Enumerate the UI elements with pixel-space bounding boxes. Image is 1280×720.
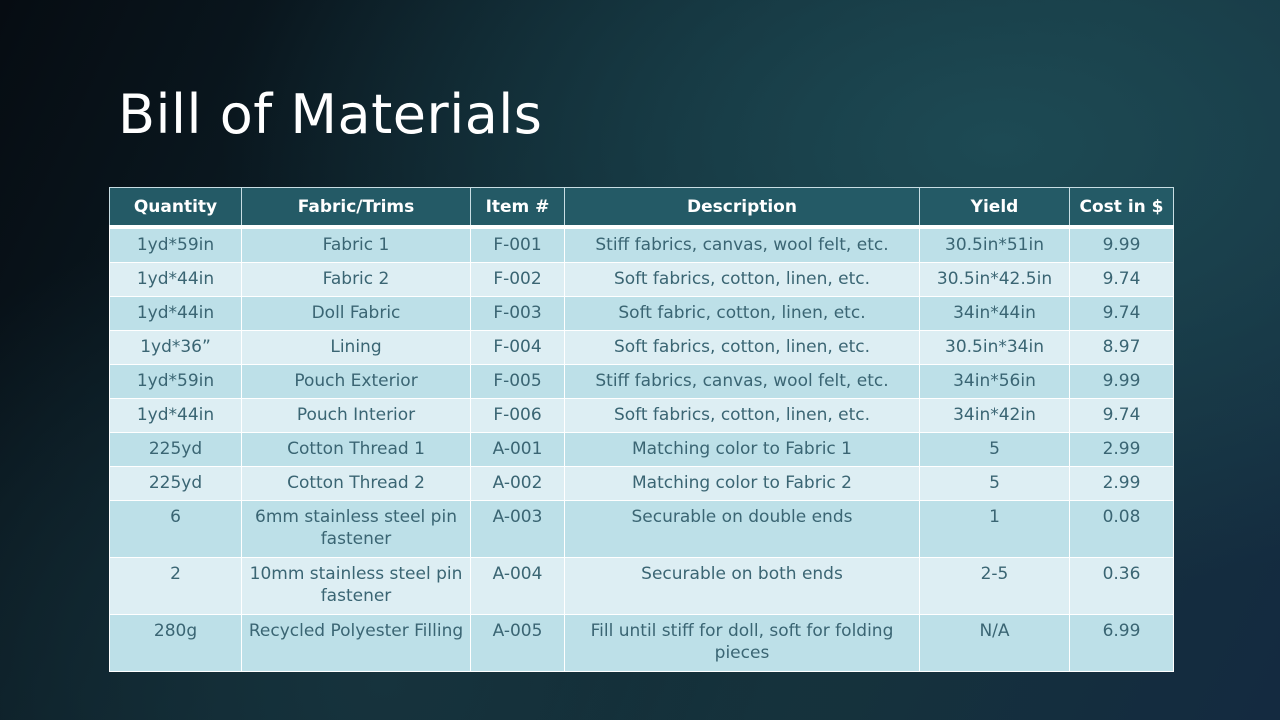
cell-fabric-trims: Cotton Thread 2 [242,467,471,501]
cell-cost: 9.74 [1070,263,1174,297]
cell-yield: 34in*44in [920,297,1070,331]
table-row [110,331,1174,365]
cell-fabric-trims: Doll Fabric [242,297,471,331]
cell-yield: 5 [920,433,1070,467]
cell-cost: 2.99 [1070,467,1174,501]
cell-yield: N/A [920,615,1070,672]
cell-yield: 34in*56in [920,365,1070,399]
bill-of-materials-table [109,187,1174,672]
cell-quantity: 2 [110,558,242,615]
cell-description: Soft fabrics, cotton, linen, etc. [565,399,920,433]
cell-cost: 6.99 [1070,615,1174,672]
cell-item-number: F-006 [471,399,565,433]
header-item-number: Item # [471,188,565,228]
table-row [110,558,1174,615]
cell-description: Stiff fabrics, canvas, wool felt, etc. [565,227,920,263]
cell-cost: 8.97 [1070,331,1174,365]
cell-description: Soft fabrics, cotton, linen, etc. [565,331,920,365]
cell-fabric-trims: 10mm stainless steel pin fastener [242,558,471,615]
table-row [110,399,1174,433]
cell-cost: 9.99 [1070,227,1174,263]
header-quantity: Quantity [110,188,242,228]
cell-cost: 0.08 [1070,501,1174,558]
header-cost: Cost in $ [1070,188,1174,228]
cell-item-number: A-004 [471,558,565,615]
cell-quantity: 1yd*44in [110,297,242,331]
cell-description: Matching color to Fabric 2 [565,467,920,501]
cell-yield: 2-5 [920,558,1070,615]
cell-description: Stiff fabrics, canvas, wool felt, etc. [565,365,920,399]
cell-quantity: 1yd*36” [110,331,242,365]
cell-item-number: F-005 [471,365,565,399]
cell-yield: 30.5in*42.5in [920,263,1070,297]
cell-cost: 2.99 [1070,433,1174,467]
table-row [110,297,1174,331]
cell-yield: 1 [920,501,1070,558]
cell-item-number: A-002 [471,467,565,501]
cell-description: Securable on double ends [565,501,920,558]
cell-cost: 9.74 [1070,297,1174,331]
table-row [110,227,1174,263]
cell-fabric-trims: Fabric 1 [242,227,471,263]
cell-yield: 30.5in*51in [920,227,1070,263]
cell-quantity: 6 [110,501,242,558]
table-row [110,263,1174,297]
cell-description: Soft fabrics, cotton, linen, etc. [565,263,920,297]
cell-description: Matching color to Fabric 1 [565,433,920,467]
cell-item-number: F-004 [471,331,565,365]
cell-yield: 30.5in*34in [920,331,1070,365]
cell-item-number: A-003 [471,501,565,558]
table-row [110,433,1174,467]
cell-fabric-trims: Lining [242,331,471,365]
cell-fabric-trims: Pouch Exterior [242,365,471,399]
cell-quantity: 1yd*59in [110,227,242,263]
cell-quantity: 1yd*59in [110,365,242,399]
cell-fabric-trims: 6mm stainless steel pin fastener [242,501,471,558]
cell-quantity: 1yd*44in [110,399,242,433]
cell-fabric-trims: Cotton Thread 1 [242,433,471,467]
cell-quantity: 280g [110,615,242,672]
cell-quantity: 225yd [110,467,242,501]
table-row [110,467,1174,501]
cell-item-number: A-001 [471,433,565,467]
table-row [110,365,1174,399]
cell-yield: 5 [920,467,1070,501]
cell-fabric-trims: Recycled Polyester Filling [242,615,471,672]
cell-cost: 9.99 [1070,365,1174,399]
cell-description: Soft fabric, cotton, linen, etc. [565,297,920,331]
header-description: Description [565,188,920,228]
table-row [110,615,1174,672]
cell-quantity: 1yd*44in [110,263,242,297]
header-fabric-trims: Fabric/Trims [242,188,471,228]
cell-item-number: A-005 [471,615,565,672]
table-header-row [110,188,1174,228]
cell-fabric-trims: Pouch Interior [242,399,471,433]
cell-cost: 9.74 [1070,399,1174,433]
cell-description: Fill until stiff for doll, soft for folding pieces [565,615,920,672]
cell-item-number: F-002 [471,263,565,297]
cell-fabric-trims: Fabric 2 [242,263,471,297]
slide-title: Bill of Materials [118,83,543,146]
cell-quantity: 225yd [110,433,242,467]
header-yield: Yield [920,188,1070,228]
cell-item-number: F-003 [471,297,565,331]
cell-yield: 34in*42in [920,399,1070,433]
cell-cost: 0.36 [1070,558,1174,615]
table-row [110,501,1174,558]
cell-item-number: F-001 [471,227,565,263]
cell-description: Securable on both ends [565,558,920,615]
